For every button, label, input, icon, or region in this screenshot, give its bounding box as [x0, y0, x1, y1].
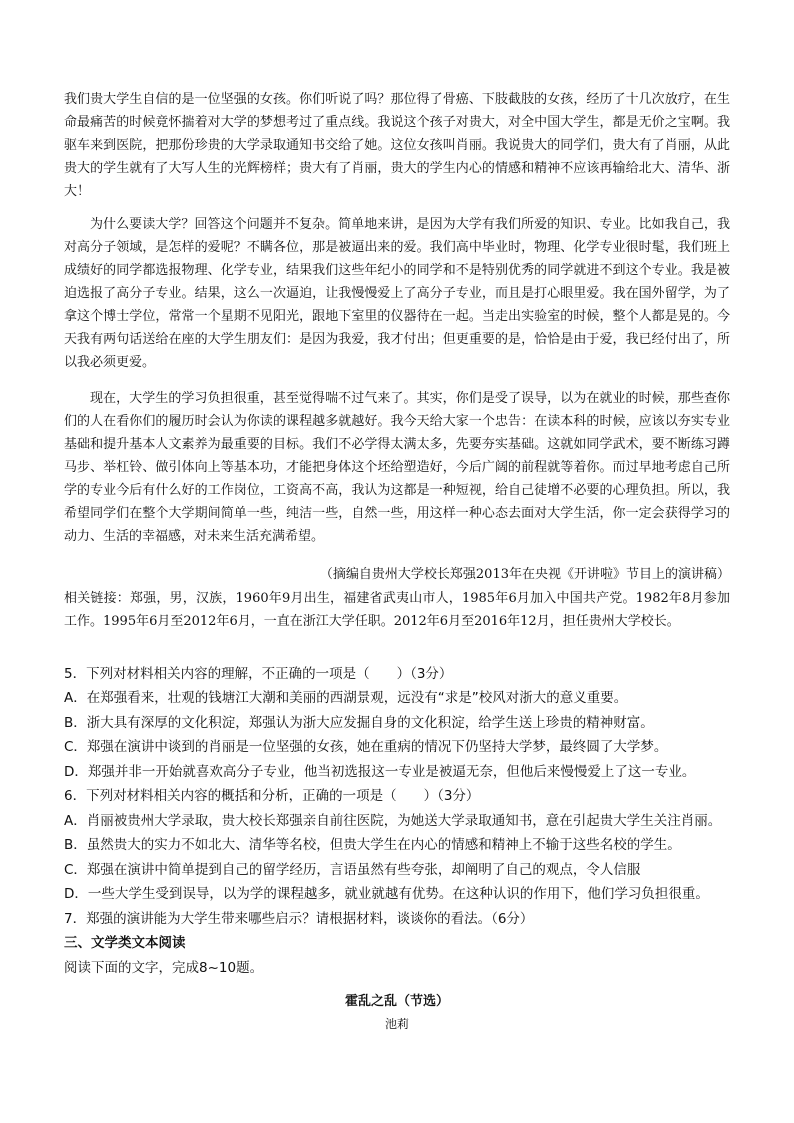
- question-5-option-c: C．郑强在演讲中谈到的肖丽是一位坚强的女孩，她在重病的情况下仍坚持大学梦，最终圆了大学梦。: [64, 739, 668, 755]
- passage-source: （摘编自贵州大学校长郑强2013年在央视《开讲啦》节目上的演讲稿）: [319, 567, 730, 582]
- related-link: 相关链接：郑强，男，汉族，1960年9月出生，福建省武夷山市人，1985年6月加入中国共产党。1982年8月参加工作。1995年6月至2012年6月，一直在浙江大学任职。2012年6月至2016年12月，担任贵州大学校长。: [64, 591, 730, 629]
- question-6-option-c: C．郑强在演讲中简单提到自己的留学经历，言语虽然有些夸张，却阐明了自己的观点，令人信服: [64, 862, 641, 878]
- section-3-instruction: 阅读下面的文字，完成8~10题。: [64, 960, 264, 976]
- question-5-option-a: A．在郑强看来，壮观的钱塘江大潮和美丽的西湖景观，远没有“求是”校风对浙大的意义重要。: [64, 690, 628, 706]
- passage-paragraph-1: 我们贵大学生自信的是一位坚强的女孩。你们听说了吗？那位得了骨癌、下肢截肢的女孩，经历了十几次放疗，在生命最痛苦的时候竟怀揣着对大学的梦想考过了重点线。我说这个孩子对贵大，对全中国大学生，都是无价之宝啊。我驱车来到医院，把那份珍贵的大学录取通知书交给了她。这位女孩叫肖丽。我说贵大的同学们，贵大有了肖丽，从此贵大的学生就有了大写人生的光辉榜样；贵大有了肖丽，贵大的学生内心的情感和精神不应该再输给北大、清华、浙大！: [64, 92, 730, 199]
- question-6-option-a: A．肖丽被贵州大学录取，贵大校长郑强亲自前往医院，为她送大学录取通知书，意在引起贵大学生关注肖丽。: [64, 813, 722, 829]
- section-3-heading: 三、文学类文本阅读: [64, 935, 186, 951]
- question-5-stem: 5．下列对材料相关内容的理解，不正确的一项是（ ）（3分）: [64, 666, 453, 682]
- question-5-option-d: D．郑强并非一开始就喜欢高分子专业，他当初选报这一专业是被逼无奈，但他后来慢慢爱上了这一专业。: [64, 764, 696, 780]
- passage-paragraph-3: 现在，大学生的学习负担很重，甚至觉得喘不过气来了。其实，你们是受了误导，以为在就业的时候，那些查你们的人在看你们的履历时会认为你读的课程越多就越好。我今天给大家一个忠告：在读本科的时候，应该以夯实专业基础和提升基本人文素养为最重要的目标。我们不必学得太满太多，先要夯实基础。这就如同学武术，要不断练习蹲马步、举杠铃、做引体向上等基本功，才能把身体这个坯给塑造好，今后广阔的前程就等着你。而过早地考虑自己所学的专业今后有什么好的工作岗位，工资高不高，我认为这都是一种短视，给自己徒增不必要的心理负担。所以，我希望同学们在整个大学期间简单一些，纯洁一些，自然一些，用这样一种心态去面对大学生活，你一定会获得学习的动力、生活的幸福感，对未来生活充满希望。: [64, 391, 730, 544]
- question-6-option-d: D．一些大学生受到误导，以为学的课程越多，就业就越有优势。在这种认识的作用下，他们学习负担很重。: [64, 886, 709, 902]
- question-6-stem: 6．下列对材料相关内容的概括和分析，正确的一项是（ ）（3分）: [64, 788, 480, 804]
- text-title: 霍乱之乱（节选）: [344, 994, 449, 1009]
- passage-paragraph-2: 为什么要读大学？回答这个问题并不复杂。简单地来讲，是因为大学有我们所爱的知识、专业。比如我自己，我对高分子领域，是怎样的爱呢？不瞒各位，那是被逼出来的爱。我们高中毕业时，物理、化学专业很时髦，我们班上成绩好的同学都选报物理、化学专业，结果我们这些年纪小的同学和不是特别优秀的同学就进不到这个专业。我是被迫选报了高分子专业。结果，这么一次逼迫，让我慢慢爱上了高分子专业，而且是打心眼里爱。我在国外留学，为了拿这个博士学位，常常一个星期不见阳光，跟地下室里的仪器待在一起。当走出实验室的时候，整个人都是晃的。今天我有两句话送给在座的大学生朋友们：是因为我爱，我才付出；但更重要的是，恰恰是由于爱，我已经付出了，所以我必须更爱。: [64, 217, 730, 370]
- question-6-option-b: B．虽然贵大的实力不如北大、清华等名校，但贵大学生在内心的情感和精神上不输于这些名校的学生。: [64, 837, 681, 853]
- text-author: 池莉: [384, 1017, 409, 1031]
- question-7: 7．郑强的演讲能为大学生带来哪些启示？请根据材料，谈谈你的看法。（6分）: [64, 911, 534, 927]
- question-5-option-b: B．浙大具有深厚的文化积淀，郑强认为浙大应发掘自身的文化积淀，给学生送上珍贵的精神财富。: [64, 715, 654, 731]
